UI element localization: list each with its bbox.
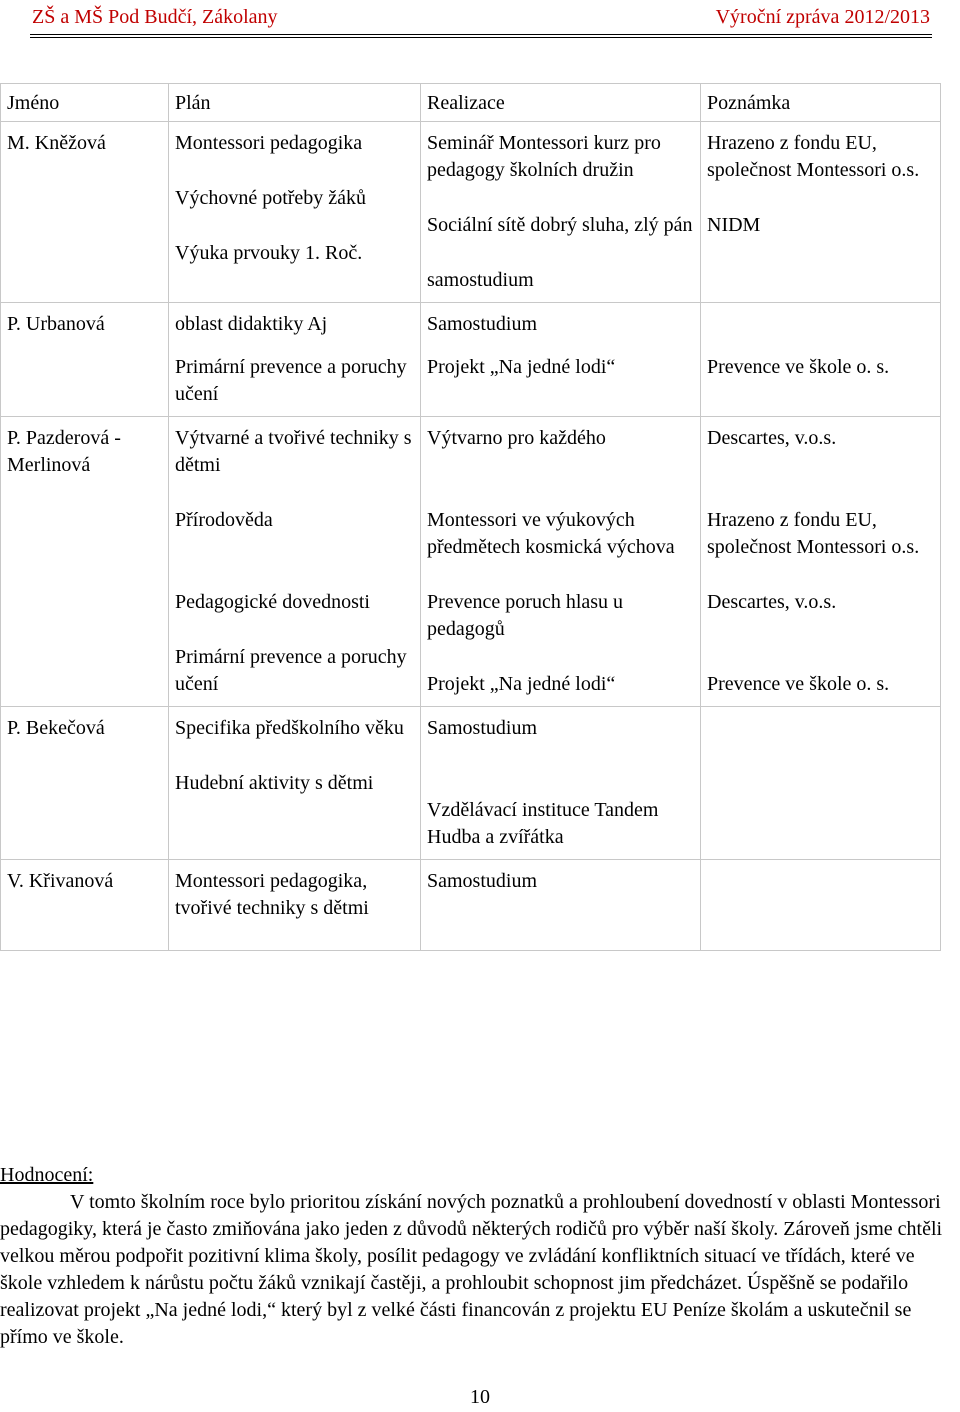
realization-item: Montessori ve výukových předmětech kosmická výchova — [427, 509, 675, 558]
note-item: Descartes, v.o.s. — [707, 427, 837, 449]
realization-cell — [421, 707, 701, 860]
name-cell — [1, 303, 169, 417]
note-item: Prevence ve škole o. s. — [707, 356, 890, 378]
plan-item: Montessori pedagogika — [175, 132, 363, 154]
note-cell — [701, 707, 941, 860]
evaluation-section — [0, 1162, 958, 1351]
realization-item: samostudium — [427, 269, 534, 291]
plan-item: oblast didaktiky Aj — [175, 313, 328, 335]
column-header: Jméno — [1, 84, 169, 122]
note-item: Prevence ve škole o. s. — [707, 673, 890, 695]
plan-item: Výuka prvouky 1. Roč. — [175, 242, 363, 264]
realization-cell — [421, 122, 701, 303]
note-cell — [701, 860, 941, 951]
plan-item: Primární prevence a poruchy učení — [175, 646, 407, 695]
table-header-row — [1, 84, 941, 122]
header-rule — [30, 37, 932, 38]
column-header: Poznámka — [701, 84, 941, 122]
realization-item: Samostudium — [427, 313, 538, 335]
plan-item: Hudební aktivity s dětmi — [175, 772, 374, 794]
realization-cell — [421, 303, 701, 417]
table-row — [1, 707, 941, 860]
person-name: P. Bekečová — [7, 717, 105, 739]
plan-item: Montessori pedagogika, tvořivé techniky s dětmi — [175, 870, 369, 919]
note-cell — [701, 303, 941, 417]
column-header: Realizace — [421, 84, 701, 122]
plan-item: Výtvarné a tvořivé techniky s dětmi — [175, 427, 412, 476]
report-title: Výroční zpráva 2012/2013 — [715, 6, 930, 28]
realization-item: Samostudium — [427, 870, 538, 892]
realization-item: Samostudium — [427, 717, 538, 739]
realization-item: Vzdělávací instituce Tandem Hudba a zvířátka — [427, 799, 659, 848]
evaluation-title: Hodnocení: — [0, 1164, 94, 1186]
table-row — [1, 122, 941, 303]
realization-item: Prevence poruch hlasu u pedagogů — [427, 591, 624, 640]
person-name: M. Kněžová — [7, 132, 106, 154]
note-item: Hrazeno z fondu EU, společnost Montessori o.s. — [707, 509, 920, 558]
training-plan-table — [0, 83, 941, 951]
note-item: Descartes, v.o.s. — [707, 591, 837, 613]
evaluation-text: V tomto školním roce bylo prioritou získání nových poznatků a prohloubení dovedností v oblasti Montessori pedagogiky, která je často zmiňována jako jeden z důvodů některých rodičů pro výběr naší školy. Zároveň jsme chtěli velkou měrou podpořit pozitivní klima školy, posílit pedagogy ve zvládání konfliktních situací ve třídách, které ve škole vzhledem k nárůstu počtu žáků vznikají častěji, a prohloubit schopnost jim předcházet. Úspěšně se podařilo realizovat projekt „Na jedné lodi,“ který byl z velké části financován z projektu EU Peníze školám a uskutečnil se přímo ve škole. — [0, 1191, 943, 1348]
name-cell — [1, 707, 169, 860]
plan-item: Specifika předškolního věku — [175, 717, 404, 739]
person-name: P. Urbanová — [7, 313, 105, 335]
name-cell — [1, 860, 169, 951]
plan-item: Pedagogické dovednosti — [175, 591, 370, 613]
realization-item: Projekt „Na jedné lodi“ — [427, 356, 616, 378]
table-row — [1, 860, 941, 951]
plan-item: Primární prevence a poruchy učení — [175, 356, 407, 405]
school-name: ZŠ a MŠ Pod Budčí, Zákolany — [32, 6, 278, 28]
realization-item: Seminář Montessori kurz pro pedagogy školních družin — [427, 132, 661, 181]
plan-cell — [169, 707, 421, 860]
plan-cell — [169, 860, 421, 951]
note-item: NIDM — [707, 214, 761, 236]
person-name: V. Křivanová — [7, 870, 114, 892]
realization-item: Projekt „Na jedné lodi“ — [427, 673, 616, 695]
note-cell — [701, 417, 941, 707]
realization-item: Výtvarno pro každého — [427, 427, 606, 449]
realization-cell — [421, 860, 701, 951]
page-header — [32, 2, 930, 34]
note-item: Hrazeno z fondu EU, společnost Montessori o.s. — [707, 132, 920, 181]
realization-item: Sociální sítě dobrý sluha, zlý pán — [427, 214, 693, 236]
column-header: Plán — [169, 84, 421, 122]
page-number: 10 — [470, 1386, 490, 1408]
person-name: P. Pazderová - Merlinová — [7, 427, 121, 476]
table-row — [1, 303, 941, 417]
plan-cell — [169, 417, 421, 707]
plan-cell — [169, 303, 421, 417]
name-cell — [1, 417, 169, 707]
name-cell — [1, 122, 169, 303]
plan-item: Přírodověda — [175, 509, 273, 531]
plan-cell — [169, 122, 421, 303]
table-row — [1, 417, 941, 707]
header-rule — [30, 34, 932, 35]
realization-cell — [421, 417, 701, 707]
plan-item: Výchovné potřeby žáků — [175, 187, 367, 209]
note-cell — [701, 122, 941, 303]
